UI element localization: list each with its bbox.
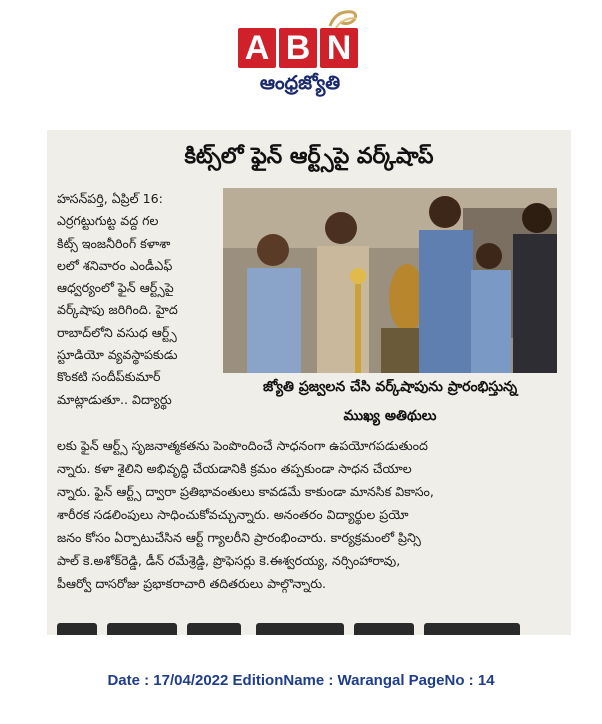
newspaper-clipping bbox=[47, 130, 571, 635]
photo-caption bbox=[223, 373, 557, 431]
abn-logo bbox=[238, 6, 368, 106]
logo-subtitle: ఆంధ్రజ్యోతి bbox=[259, 72, 341, 94]
column-line: మాట్లాడుతూ.. విద్యార్థు bbox=[57, 391, 172, 407]
column-line: హసన్‌పర్తి, ఏప్రిల్ 16: bbox=[57, 191, 163, 206]
body-line: న్నారు. కళా శైలిని అభివృద్ధి చేయడానికి క్రమం తప్పకుండా సాధన చేయాల bbox=[57, 461, 412, 476]
column-line: కిట్స్ ఇంజనీరింగ్ కళాశా bbox=[57, 235, 171, 251]
body-line: జనం కోసం ఏర్పాటుచేసిన ఆర్ట్ గ్యాలరీని ప్రారంభించారు. కార్యక్రమంలో ప్రిన్సి bbox=[57, 530, 421, 545]
edition-footer: Date : 17/04/2022 EditionName : Warangal PageNo : 14 bbox=[107, 672, 495, 689]
column-line: ఆధ్వర్యంలో ఫైన్ ఆర్ట్స్‌పై bbox=[57, 280, 174, 296]
logo-swirl-icon bbox=[326, 6, 360, 30]
column-line: వర్క్‌షాపు జరిగింది. హైద bbox=[57, 302, 178, 318]
cropped-next-headline bbox=[57, 622, 561, 635]
logo-letter-n: N bbox=[320, 28, 358, 68]
logo-letter-a: A bbox=[238, 28, 276, 68]
body-line: పీఆర్వో దాసరోజు ప్రభాకరాచారి తదితరులు పాల్గొన్నారు. bbox=[57, 576, 327, 591]
article-left-column bbox=[57, 188, 221, 411]
column-line: కొంకటి సందీప్‌కుమార్ bbox=[57, 369, 161, 385]
column-line: ఎర్రగట్టుగుట్ట వద్ద గల bbox=[57, 213, 159, 229]
column-line: లలో శనివారం ఎండీఎఫ్ bbox=[57, 257, 173, 273]
article-headline: కిట్స్‌లో ఫైన్ ఆర్ట్స్‌పై వర్క్‌షాప్ bbox=[184, 144, 434, 169]
body-line: లకు ఫైన్ ఆర్ట్స్ సృజనాత్మకతను పెంపొందించే సాధనంగా ఉపయోగపడుతుంద bbox=[57, 438, 428, 453]
logo-letter-b: B bbox=[279, 28, 317, 68]
caption-line: ముఖ్య అతిథులు bbox=[343, 408, 437, 424]
body-line: శారీరక సడలింపులు సాధించుకోవచ్చున్నారు. అనంతరం విద్యార్థుల ప్రయో bbox=[57, 507, 409, 522]
article-body bbox=[57, 434, 565, 595]
body-line: న్నారు. ఫైన్ ఆర్ట్స్ ద్వారా ప్రతిభావంతులు కావడమే కాకుండా మానసిక వికాసం, bbox=[57, 484, 434, 499]
logo-letters bbox=[238, 28, 358, 68]
column-line: రాబాద్‌లోని వసుధ ఆర్ట్స్ bbox=[57, 324, 177, 340]
caption-line: జ్యోతి ప్రజ్వలన చేసి వర్క్‌షాపును ప్రారంభిస్తున్న bbox=[262, 379, 518, 395]
body-line: పాల్ కె.అశోక్‌రెడ్డి, డీన్ రమేశ్రెడ్డి, ప్రొఫెసర్లు కె.ఈశ్వరయ్య, నర్సింహారావు, bbox=[57, 553, 401, 568]
column-line: స్టూడియో వ్యవస్థాపకుడు bbox=[57, 347, 178, 363]
